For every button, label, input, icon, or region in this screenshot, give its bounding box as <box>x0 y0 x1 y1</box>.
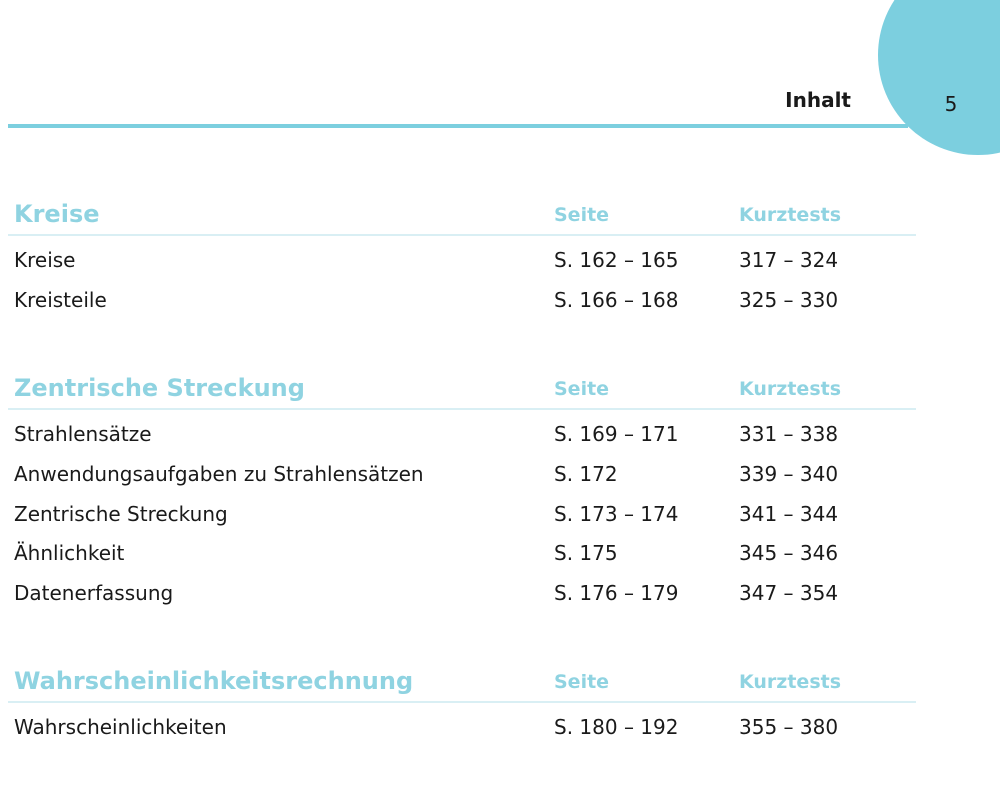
toc-page-range: S. 180 – 192 <box>554 715 679 739</box>
page-number: 5 <box>944 92 958 116</box>
section-zentrische-streckung <box>0 374 1000 613</box>
toc-page-range: S. 166 – 168 <box>554 287 679 312</box>
header-divider <box>8 124 908 128</box>
toc-row <box>0 454 1000 494</box>
toc-page-range: S. 162 – 165 <box>554 248 679 272</box>
toc-topic: Zentrische Streckung <box>14 501 228 526</box>
section-wahrscheinlichkeitsrechnung <box>0 667 1000 747</box>
section-title: Wahrscheinlichkeitsrechnung <box>14 667 414 695</box>
section-title: Kreise <box>14 200 100 228</box>
toc-page-range: S. 175 <box>554 541 618 566</box>
page-number-circle <box>878 0 1000 155</box>
toc-row <box>0 414 1000 454</box>
section-header <box>0 667 1000 703</box>
toc-row <box>0 533 1000 573</box>
column-header-seite: Seite <box>554 204 610 226</box>
column-header-seite: Seite <box>554 378 610 400</box>
column-header-kurztests: Kurztests <box>739 204 842 226</box>
toc-topic: Wahrscheinlichkeiten <box>14 715 227 739</box>
toc-row <box>0 707 1000 747</box>
toc-row <box>0 280 1000 320</box>
section-header <box>0 374 1000 410</box>
section-divider <box>8 408 916 410</box>
column-header-kurztests: Kurztests <box>739 378 842 400</box>
toc-topic: Kreisteile <box>14 287 107 312</box>
section-rows <box>0 414 1000 613</box>
section-title: Zentrische Streckung <box>14 374 305 402</box>
column-header-kurztests: Kurztests <box>739 671 842 693</box>
section-kreise <box>0 200 1000 320</box>
toc-kurztests-range: 341 – 344 <box>739 501 839 526</box>
toc-topic: Strahlensätze <box>14 422 152 446</box>
toc-page-range: S. 176 – 179 <box>554 581 679 606</box>
toc-row <box>0 240 1000 280</box>
toc-row <box>0 494 1000 534</box>
toc-page-range: S. 169 – 171 <box>554 422 679 446</box>
toc-topic: Anwendungsaufgaben zu Strahlensätzen <box>14 461 424 486</box>
section-header <box>0 200 1000 236</box>
toc-kurztests-range: 331 – 338 <box>739 422 839 446</box>
toc-kurztests-range: 325 – 330 <box>739 287 839 312</box>
toc-topic: Ähnlichkeit <box>14 541 125 566</box>
section-rows <box>0 707 1000 747</box>
toc-kurztests-range: 347 – 354 <box>739 581 839 606</box>
toc-row <box>0 573 1000 613</box>
toc-kurztests-range: 339 – 340 <box>739 461 839 486</box>
toc-topic: Kreise <box>14 248 76 272</box>
toc-page-range: S. 172 <box>554 461 618 486</box>
toc-topic: Datenerfassung <box>14 581 174 606</box>
toc-kurztests-range: 355 – 380 <box>739 715 839 739</box>
toc-kurztests-range: 345 – 346 <box>739 541 839 566</box>
section-rows <box>0 240 1000 320</box>
section-divider <box>8 701 916 703</box>
toc-kurztests-range: 317 – 324 <box>739 248 839 272</box>
toc-page-range: S. 173 – 174 <box>554 501 679 526</box>
section-divider <box>8 234 916 236</box>
column-header-seite: Seite <box>554 671 610 693</box>
page-header-title: Inhalt <box>785 88 851 112</box>
